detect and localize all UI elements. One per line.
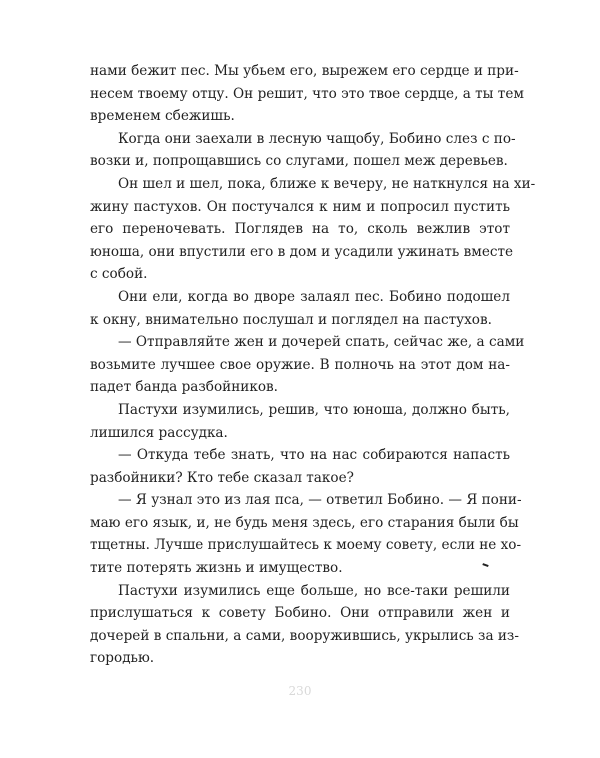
text-line: Они ели, когда во дворе залаял пес. Бобино подошел xyxy=(118,288,510,305)
page-number: 230 xyxy=(288,684,312,698)
text-line: прислушаться к совету Бобино. Они отправили жен и xyxy=(90,605,510,622)
text-line: — Откуда тебе знать, что на нас собираются напасть xyxy=(118,447,510,464)
text-line: его переночевать. Поглядев на то, сколь вежлив этот xyxy=(90,221,510,238)
text-line: тите потерять жизнь и имущество. xyxy=(90,560,343,577)
text-line: городью. xyxy=(90,650,155,667)
text-line: падет банда разбойников. xyxy=(90,379,278,396)
text-line: дочерей в спальни, а сами, вооружившись, укрылись за из- xyxy=(90,627,519,644)
text-line: Пастухи изумились, решив, что юноша, должно быть, xyxy=(118,401,510,418)
text-line: несем твоему отцу. Он решит, что это твое сердце, а ты тем xyxy=(90,85,524,102)
text-line: юноша, они впустили его в дом и усадили ужинать вместе xyxy=(90,243,514,260)
text-line: возки и, попрощавшись со слугами, пошел меж деревьев. xyxy=(90,153,508,170)
text-line: Пастухи изумились еще больше, но все-таки решили xyxy=(118,582,510,599)
text-line: — Отправляйте жен и дочерей спать, сейчас же, а сами xyxy=(118,334,525,351)
text-line: временем сбежишь. xyxy=(90,108,235,125)
text-line: лишился рассудка. xyxy=(90,424,228,441)
text-line: с собой. xyxy=(90,266,148,283)
text-line: к окну, внимательно послушал и поглядел на пастухов. xyxy=(90,311,492,328)
text-line: Когда они заехали в лесную чащобу, Бобино слез с по- xyxy=(118,130,516,147)
text-line: разбойники? Кто тебе сказал такое? xyxy=(90,469,354,486)
text-line: — Я узнал это из лая пса, — ответил Бобино. — Я пони- xyxy=(118,492,522,509)
text-line: нами бежит пес. Мы убьем его, вырежем его сердце и при- xyxy=(90,63,519,79)
text-line: маю его язык, и, не будь меня здесь, его старания были бы xyxy=(90,514,519,531)
text-line: Он шел и шел, пока, ближе к вечеру, не наткнулся на хи- xyxy=(118,175,536,192)
text-line: жину пастухов. Он постучался к ним и попросил пустить xyxy=(90,198,510,215)
text-line: тщетны. Лучше прислушайтесь к моему совету, если не хо- xyxy=(90,537,522,554)
text-line: возьмите лучшее свое оружие. В полночь на этот дом на- xyxy=(90,356,510,373)
body-text xyxy=(90,60,536,670)
